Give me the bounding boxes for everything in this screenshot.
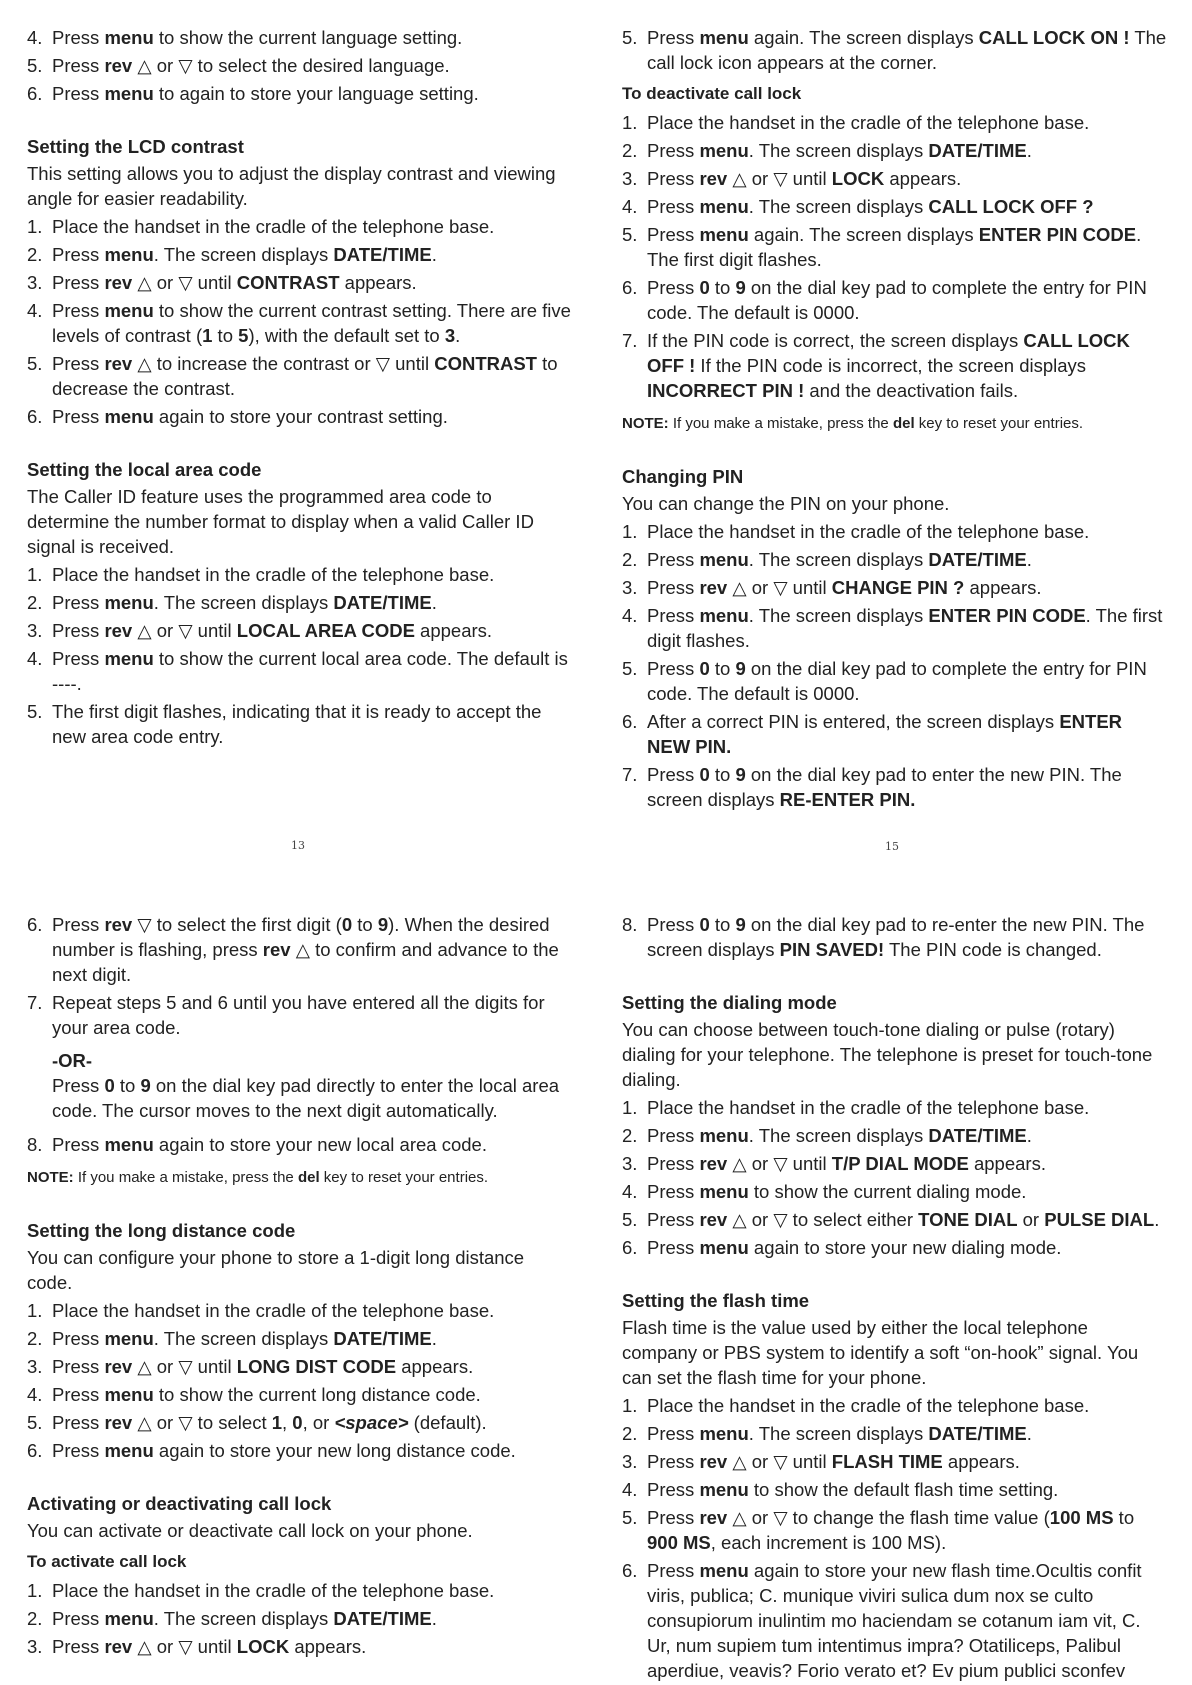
list-item <box>622 328 1167 403</box>
step-number: 6. <box>27 1440 43 1461</box>
note-area-code: NOTE: If you make a mistake, press the del key to reset your entries. <box>27 1169 489 1186</box>
list-item <box>622 110 1167 135</box>
flash-time-steps-list <box>622 1393 1167 1683</box>
list-item <box>622 1558 1167 1683</box>
step-text: Place the handset in the cradle of the telephone base. <box>52 1300 495 1321</box>
page-number-left: 13 <box>291 839 305 852</box>
step-text: Place the handset in the cradle of the telephone base. <box>647 1395 1090 1416</box>
list-item <box>622 1179 1167 1204</box>
step-number: 5. <box>622 1507 638 1528</box>
page-number-right: 15 <box>885 840 899 853</box>
list-item <box>27 590 572 615</box>
list-item <box>622 656 1167 706</box>
section-intro-changing-pin: You can change the PIN on your phone. <box>622 493 950 514</box>
step-number: 6. <box>622 711 638 732</box>
list-item <box>27 1382 572 1407</box>
step-number: 4. <box>27 27 43 48</box>
step-text: Press menu to show the current contrast setting. There are five levels of contrast (1 to 5), with the default set to 3. <box>52 300 571 346</box>
step-number: 2. <box>27 592 43 613</box>
step-number: 2. <box>622 549 638 570</box>
long-distance-steps-list <box>27 1298 572 1463</box>
step-text: Press menu to show the current long distance code. <box>52 1384 481 1405</box>
list-item <box>622 762 1167 812</box>
step-number: 6. <box>622 1560 638 1581</box>
step-number: 5. <box>622 1209 638 1230</box>
step-number: 4. <box>27 1384 43 1405</box>
dialing-mode-steps-list <box>622 1095 1167 1260</box>
list-item <box>622 1393 1167 1418</box>
section-title-long-distance: Setting the long distance code <box>27 1220 296 1241</box>
step-number: 3. <box>27 1356 43 1377</box>
section-title-call-lock: Activating or deactivating call lock <box>27 1493 332 1514</box>
step-text: Press rev △ or ▽ until CONTRAST appears. <box>52 272 417 293</box>
step-text: Press menu to again to store your language setting. <box>52 83 479 104</box>
list-item <box>27 646 572 696</box>
list-item <box>27 1326 572 1351</box>
step-text: Press menu to show the current dialing mode. <box>647 1181 1027 1202</box>
step-number: 1. <box>27 216 43 237</box>
note-deactivate: NOTE: If you make a mistake, press the del key to reset your entries. <box>622 415 1084 432</box>
step-text: Press rev △ or ▽ until LONG DIST CODE appears. <box>52 1356 474 1377</box>
step-number: 8. <box>27 1134 43 1155</box>
step-text: Press rev △ or ▽ until CHANGE PIN ? appears. <box>647 577 1042 598</box>
list-item <box>622 275 1167 325</box>
list-item <box>27 562 572 587</box>
list-item <box>622 222 1167 272</box>
list-item <box>622 194 1167 219</box>
step-text: Press menu again to store your new flash time.Ocultis confit viris, publica; C. munique viviri sulica dum nox se culto consupiorum inulintim mo haciendam se cotanum iam vit, C. Ur, num supiem tum intentimus impra? Otatiliceps, Palibul aperdiue, veavis? Forio verato et? Ev pium publici sconfev <box>647 1560 1142 1681</box>
list-item <box>622 1235 1167 1260</box>
page-16-column <box>622 912 1167 1685</box>
list-item <box>27 242 572 267</box>
step-text: If the PIN code is correct, the screen displays CALL LOCK OFF ! If the PIN code is incorrect, the screen displays INCORRECT PIN ! and the deactivation fails. <box>647 330 1130 401</box>
step-text: Press rev △ or ▽ until LOCK appears. <box>52 1636 367 1657</box>
step-text: Repeat steps 5 and 6 until you have entered all the digits for your area code. <box>52 992 545 1038</box>
step-number: 8. <box>622 914 638 935</box>
list-item <box>27 1410 572 1435</box>
step-number: 6. <box>622 277 638 298</box>
step-text: Press menu again to store your new long distance code. <box>52 1440 516 1461</box>
step-number: 2. <box>622 140 638 161</box>
page-15-column <box>622 25 1167 815</box>
list-item <box>622 1095 1167 1120</box>
list-item <box>27 912 572 987</box>
list-item <box>27 990 572 1040</box>
step-number: 5. <box>622 27 638 48</box>
list-item <box>27 1132 572 1157</box>
area-code-continued-steps <box>27 912 572 1040</box>
list-item <box>27 1634 572 1659</box>
list-item <box>27 25 572 50</box>
step-text: Press menu. The screen displays ENTER PIN CODE. The first digit flashes. <box>647 605 1163 651</box>
list-item <box>27 1354 572 1379</box>
step-number: 4. <box>622 605 638 626</box>
change-pin-steps-list <box>622 519 1167 812</box>
list-item <box>622 25 1167 75</box>
step-number: 4. <box>27 300 43 321</box>
or-label: -OR- <box>52 1050 93 1071</box>
step-number: 3. <box>27 1636 43 1657</box>
list-item <box>622 912 1167 962</box>
list-item <box>622 603 1167 653</box>
step-number: 3. <box>622 1153 638 1174</box>
step-number: 6. <box>27 406 43 427</box>
section-title-lcd-contrast: Setting the LCD contrast <box>27 136 244 157</box>
step-number: 6. <box>27 914 43 935</box>
list-item <box>622 1207 1167 1232</box>
step-text: Press menu to show the current language setting. <box>52 27 463 48</box>
list-item <box>27 81 572 106</box>
list-item <box>622 1477 1167 1502</box>
step-text: Press menu again to store your new local area code. <box>52 1134 487 1155</box>
step-number: 3. <box>622 1451 638 1472</box>
step-number: 5. <box>27 55 43 76</box>
step-number: 1. <box>27 1580 43 1601</box>
section-title-local-area-code: Setting the local area code <box>27 459 262 480</box>
section-title-changing-pin: Changing PIN <box>622 466 744 487</box>
step-number: 3. <box>622 577 638 598</box>
step-text: Press 0 to 9 on the dial key pad to enter the new PIN. The screen displays RE-ENTER PIN. <box>647 764 1122 810</box>
step-number: 6. <box>622 1237 638 1258</box>
step-text: Press 0 to 9 on the dial key pad to re-enter the new PIN. The screen displays PIN SAVED! The PIN code is changed. <box>647 914 1145 960</box>
step-number: 2. <box>622 1125 638 1146</box>
step-number: 2. <box>27 1328 43 1349</box>
step-number: 2. <box>27 244 43 265</box>
step-number: 3. <box>27 620 43 641</box>
step-text: Press menu. The screen displays CALL LOCK OFF ? <box>647 196 1094 217</box>
list-item <box>622 1449 1167 1474</box>
section-intro-dialing-mode: You can choose between touch-tone dialing or pulse (rotary) dialing for your telephone. The telephone is preset for touch-tone dialing. <box>622 1019 1153 1090</box>
or-block <box>27 1048 572 1123</box>
step-text: Press rev △ or ▽ until LOCAL AREA CODE appears. <box>52 620 493 641</box>
step-number: 4. <box>622 1181 638 1202</box>
list-item <box>622 547 1167 572</box>
step-text: Press rev △ to increase the contrast or ▽ until CONTRAST to decrease the contrast. <box>52 353 558 399</box>
list-item <box>27 404 572 429</box>
step-text: Press rev △ or ▽ to select 1, 0, or <space> (default). <box>52 1412 487 1433</box>
step-text: Press menu to show the current local area code. The default is ----. <box>52 648 568 694</box>
list-item <box>27 214 572 239</box>
list-item <box>27 270 572 295</box>
section-intro-long-distance: You can configure your phone to store a 1-digit long distance code. <box>27 1247 525 1293</box>
section-intro-flash-time: Flash time is the value used by either the local telephone company or PBS system to identify a soft “on-hook” signal. You can set the flash time for your phone. <box>622 1317 1139 1388</box>
list-item <box>622 1123 1167 1148</box>
language-steps-list <box>27 25 572 106</box>
step-text: Place the handset in the cradle of the telephone base. <box>52 216 495 237</box>
step-text: Press menu. The screen displays DATE/TIME. <box>647 1423 1032 1444</box>
list-item <box>622 1505 1167 1555</box>
or-text: Press 0 to 9 on the dial key pad directly to enter the local area code. The cursor moves to the next digit automatically. <box>52 1075 560 1121</box>
step-text: Press rev △ or ▽ until FLASH TIME appears. <box>647 1451 1020 1472</box>
list-item <box>622 519 1167 544</box>
section-intro-local-area-code: The Caller ID feature uses the programmed area code to determine the number format to display when a valid Caller ID signal is received. <box>27 486 534 557</box>
step-number: 5. <box>27 353 43 374</box>
step-number: 1. <box>622 1097 638 1118</box>
contrast-steps-list <box>27 214 572 429</box>
step-text: Press menu. The screen displays DATE/TIME. <box>647 549 1032 570</box>
subsection-title-deactivate-call-lock: To deactivate call lock <box>622 84 802 103</box>
step-text: Place the handset in the cradle of the telephone base. <box>647 112 1090 133</box>
step-number: 2. <box>27 1608 43 1629</box>
step-text: Press 0 to 9 on the dial key pad to complete the entry for PIN code. The default is 0000. <box>647 277 1147 323</box>
step-text: Press menu. The screen displays DATE/TIME. <box>647 1125 1032 1146</box>
list-item <box>622 575 1167 600</box>
step-text: After a correct PIN is entered, the screen displays ENTER NEW PIN. <box>647 711 1123 757</box>
step-text: Press menu. The screen displays DATE/TIME. <box>647 140 1032 161</box>
section-intro-call-lock: You can activate or deactivate call lock on your phone. <box>27 1520 473 1541</box>
section-title-dialing-mode: Setting the dialing mode <box>622 992 837 1013</box>
step-number: 1. <box>27 1300 43 1321</box>
list-item <box>622 709 1167 759</box>
step-number: 1. <box>622 521 638 542</box>
step-text: Press menu again to store your contrast setting. <box>52 406 448 427</box>
step-text: Press menu. The screen displays DATE/TIME. <box>52 1328 437 1349</box>
list-item <box>622 166 1167 191</box>
step-number: 5. <box>27 1412 43 1433</box>
step-text: Press menu. The screen displays DATE/TIME. <box>52 244 437 265</box>
list-item <box>27 1578 572 1603</box>
page-14-column <box>27 912 572 1662</box>
step-number: 5. <box>27 701 43 722</box>
step-number: 7. <box>622 764 638 785</box>
step-text: Press rev △ or ▽ until LOCK appears. <box>647 168 962 189</box>
step-number: 5. <box>622 224 638 245</box>
list-item <box>27 1606 572 1631</box>
step-text: Press rev △ or ▽ until T/P DIAL MODE appears. <box>647 1153 1046 1174</box>
step-text: Place the handset in the cradle of the telephone base. <box>52 1580 495 1601</box>
step-number: 4. <box>27 648 43 669</box>
step-text: Press 0 to 9 on the dial key pad to complete the entry for PIN code. The default is 0000. <box>647 658 1147 704</box>
list-item <box>27 53 572 78</box>
step-text: Press rev △ or ▽ to change the flash time value (100 MS to 900 MS, each increment is 100 MS). <box>647 1507 1135 1553</box>
activate-lock-final-step <box>622 25 1167 75</box>
deactivate-steps-list <box>622 110 1167 403</box>
step-text: Place the handset in the cradle of the telephone base. <box>647 521 1090 542</box>
section-title-flash-time: Setting the flash time <box>622 1290 810 1311</box>
subsection-title-activate-call-lock: To activate call lock <box>27 1552 187 1571</box>
section-intro-lcd-contrast: This setting allows you to adjust the display contrast and viewing angle for easier readability. <box>27 163 556 209</box>
step-text: Press menu again. The screen displays CALL LOCK ON ! The call lock icon appears at the corner. <box>647 27 1167 73</box>
step-number: 4. <box>622 1479 638 1500</box>
step-text: Press menu again to store your new dialing mode. <box>647 1237 1062 1258</box>
step-text: Press menu to show the default flash time setting. <box>647 1479 1059 1500</box>
step-number: 7. <box>27 992 43 1013</box>
list-item <box>622 1151 1167 1176</box>
activate-lock-steps-list <box>27 1578 572 1659</box>
step-number: 3. <box>622 168 638 189</box>
step-number: 6. <box>27 83 43 104</box>
step-number: 1. <box>622 112 638 133</box>
list-item <box>622 1421 1167 1446</box>
step-number: 1. <box>622 1395 638 1416</box>
step-number: 3. <box>27 272 43 293</box>
step-number: 7. <box>622 330 638 351</box>
step-text: Place the handset in the cradle of the telephone base. <box>52 564 495 585</box>
step-text: Place the handset in the cradle of the telephone base. <box>647 1097 1090 1118</box>
step-number: 2. <box>622 1423 638 1444</box>
list-item <box>622 138 1167 163</box>
step-text: The first digit flashes, indicating that it is ready to accept the new area code entry. <box>52 701 542 747</box>
page-13-column <box>27 25 572 752</box>
step-text: Press rev ▽ to select the first digit (0 to 9). When the desired number is flashing, press rev △ to confirm and advance to the next digit. <box>52 914 559 985</box>
step-number: 5. <box>622 658 638 679</box>
step-text: Press menu. The screen displays DATE/TIME. <box>52 592 437 613</box>
list-item <box>27 699 572 749</box>
list-item <box>27 351 572 401</box>
step-text: Press menu. The screen displays DATE/TIME. <box>52 1608 437 1629</box>
list-item <box>27 298 572 348</box>
area-code-final-step <box>27 1132 572 1157</box>
list-item <box>27 1438 572 1463</box>
step-text: Press rev △ or ▽ to select the desired language. <box>52 55 450 76</box>
step-text: Press menu again. The screen displays ENTER PIN CODE. The first digit flashes. <box>647 224 1142 270</box>
step-number: 1. <box>27 564 43 585</box>
list-item <box>27 1298 572 1323</box>
area-code-steps-list <box>27 562 572 749</box>
list-item <box>27 618 572 643</box>
step-text: Press rev △ or ▽ to select either TONE DIAL or PULSE DIAL. <box>647 1209 1160 1230</box>
step-number: 4. <box>622 196 638 217</box>
change-pin-final-step <box>622 912 1167 962</box>
